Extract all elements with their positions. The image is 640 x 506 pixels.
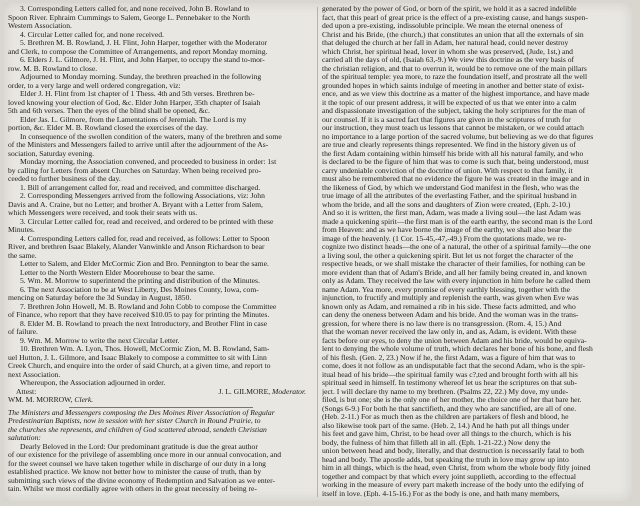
text-line: known only as Adam, and remained a rib in his side. These facts admitted, and who [322,301,576,311]
text-line: facts before our eyes, to deny the union between Adam and his bride, would be equiva- [322,335,587,345]
text-line: our instruction, they must teach us lessons that cannot be mistaken, or we could attach [322,123,584,132]
text-line: of our existence for the privilege of assembling once more in our annual convocation, and [8,450,282,459]
text-line: gression, for where there is no law there is no transgression. (Rom. 4, 15.) And [322,318,562,328]
text-line: the churches she represents, and children of God scattered abroad, sendeth Christian [8,424,267,434]
text-line: row. M. B. Rowland to close. [8,63,98,73]
text-line: ded upon a pre-existing, indissoluble principle. We mean the eternal oneness of [322,21,563,30]
text-line: 8. Elder M. B. Rowland to preach the next Introductory, and Brother Flint in case [20,318,268,328]
column-divider [317,7,318,497]
text-line: and dispassionate investigation of the subject, taking the holy scriptures for the man of [322,106,586,115]
text-line: whom the bride, and all the sons and daughters of Zion were created, (Eph. 2-10.) [322,199,571,209]
text-line: 4. Circular Letter called for, and none received. [20,29,164,39]
text-line: order, to a very large and well ordered congregation, viz: [8,80,181,90]
text-line: body, the fulness of him that filleth all in all. (Eph. 1-21-22.) Now deny the [322,437,551,447]
text-line: loved knowing your election of God, &c. Elder John Harper, 35th chapter of Isaiah [8,97,261,107]
document-page [4,3,632,501]
text-line: salutation: [8,433,41,442]
text-line: the first Adam containing within himself his bride with all his natural family, and who [322,148,584,158]
text-line: it the topic of our present address, it will be expected of us that we enter into a calm [322,97,577,107]
text-line: from Heaven: and as we have borne the image of the earthy, we shall also bear the [322,225,572,234]
circular-letter-body [8,443,314,494]
clerk-title: Clerk. [74,395,94,404]
moderator-name: J. L. GILMORE, [218,386,271,396]
text-line: The Ministers and Messengers composing the Des Moines River Association of Regular [8,407,275,417]
text-line: are true and clearly represents things represented. We find in the history given us of [322,140,576,149]
text-line: In consequence of the swollen condition of the waters, many of the brethren and some [20,131,282,141]
text-line: Western Association. [8,21,72,30]
moderator-title: Moderator. [272,386,306,396]
text-line: of the spiritual temple: yea more, to raze the foundation itself, and prostrate all the well [322,72,588,81]
text-line: 7. Brethren John Howell, M. B. Rowland and John Cobb to compose the Committee [20,301,277,311]
text-line: itself in love. (Eph. 4-15-16.) For as the body is one, and hath many members, [322,488,560,497]
text-line: more evident than that of Adam's Bride, and all her family being created in, and known [322,267,587,277]
text-line: ceeded to further business of the day. [8,174,121,183]
text-line: name Adam. Yea more, every promise of every earthly blessing, together with the [322,284,570,294]
text-line: submitting such views of the divine economy of Redemption and Salvation as we enter- [8,475,276,485]
text-line: which Messengers were received, and took their seats with us. [8,208,198,217]
text-line: no importance to a large portion of the sacred volume, but believing as we do that figures [322,131,594,141]
text-line: cognize two distinct heads—the one of a natural, the other of a spiritual family—the one [322,242,591,251]
text-line: 5. Brethren M. B. Rowland, J. H. Flint, John Harper, together with the Moderator [20,38,268,47]
text-line: 1. Bill of arrangement called for, read and received, and committee discharged. [20,182,261,192]
text-line: the same. [8,250,37,260]
text-line: 6. Elders J. L. Gilmore, J. H. Flint, and John Harper, to occupy the stand to-mor- [20,55,265,64]
text-line: River, and brethren Isaac Blakely, Alander Vanwinkle and Anson Richardson to bear [8,242,265,251]
text-line: by calling for Letters from absent Churches on Saturday. When being received pro- [8,165,262,175]
text-line: 4. Corresponding Letters called for, read and received, as follows: Letter to Spoon [20,233,270,243]
left-column-body [8,5,314,388]
text-line: made a quickening spirit—the first man is of the earth earthy, the second man is the Lord [322,216,593,226]
text-line: Predestinarian Baptists, now in session with her sister Church in Round Prairie, to [8,416,261,425]
text-line: together and compact by that which every joint supplieth, according to the effectual [322,471,576,481]
text-line: filed, is but one; she is the only one of her mother, the choice one of her that bare her. [322,395,582,404]
text-line: that deluged the church at her fall in Adam, her natural head, could never destroy [322,38,569,47]
text-line: true image of all the attributes of the everlasting Father, and the spiritual husband in [322,191,577,200]
text-line: carried all the days of old, (Isaiah 63,-9.) We view this doctrine as the very basis of [322,55,575,64]
text-line: 5. Wm. M. Morrow to superintend the printing and distribution of the Minutes. [20,276,260,285]
text-line: is declared to be the figure of him that was to come is such that, being understood, must [322,157,589,166]
text-line: of his flesh. (Gen. 2, 23.) Now if he, the first Adam, was a figure of him that was to [322,352,576,362]
text-line: of Finance, who report that they have received $10.05 to pay for printing the Minutes. [8,310,270,319]
text-line: Whereupon, the Association adjourned in order. [20,378,166,387]
text-line: also likewise took part of the same. (Heb. 2, 14.) And he hath put all things under [322,420,570,430]
text-line: established practice. We know not better how to minister the cause of truth, than by [8,467,262,476]
text-line: Christ and his Bride, (the church,) that constitutes an union that all the externals of sin [322,29,584,39]
text-line: only as Adam. They received the law with every injunction in him before he called them [322,276,591,285]
text-line: 9. Wm. M. Morrow to write the next Circular Letter. [20,335,180,345]
text-line: image of the heavenly. (1 Cor. 15-45,-47,-49.) From the quotations made, we re- [322,233,567,243]
text-line: Adjourned to Monday morning. Sunday, the brethren preached in the following [20,72,262,81]
text-line: 6. The next Association to be at West Liberty, Des Moines County, Iowa, com- [20,284,259,294]
text-line: carry undeniable conviction of the doctrine of union. With respect to that family, it [322,165,573,175]
text-line: our counsel. If it is a sacred fact that figures are given in the scriptures of truth for [322,114,571,124]
text-line: grounded hopes in which saints indulge of meeting in another and better state of exist- [322,80,585,90]
text-line: portion, &c. Elder M. B. Rowland closed the exercises of the day. [8,123,208,132]
text-line: sociation, Saturday evening. [8,148,95,158]
text-line: Davis and A. Craine, but no Letter; and brother A. Bryant with a Letter from Salem, [8,199,263,209]
text-line: (Heb. 2-11.) For as much then as the children are partakers of flesh and blood, he [322,412,569,421]
text-line: spiritual seed in himself. In testimony whereof let us hear the scriptures on that sub- [322,378,577,387]
text-line: head and body. The apostle adds, but speaking the truth in love may grow up into [322,454,569,464]
text-line: uel Hutton, J. L. Gilmore, and Isaac Blakely to compose a committee to sit with Linn [8,352,267,362]
text-line: respective heads, or we shall mistake the character of their families, for nothing can be [322,259,586,268]
text-line: ject. I will declare thy name to my brethren. (Psalms 22, 22.) My dove, my unde- [322,386,569,396]
text-line: next Association. [8,369,61,379]
clerk-name: WM. M. MORROW, [8,395,73,404]
text-line: must also be remembered that no evidence the figure he was created in the image and in [322,174,590,183]
text-line: working in the measure of every part maketh increase of the body unto the edifying of [322,480,584,489]
text-line: 5th and 6th verses. Then the eyes of the blind shall be opened, &c. [8,106,210,115]
text-line: which Christ, her spiritual head, lover in whom she was preserved, (Jude, 1st,) and [322,46,573,56]
text-line: Spoon River. Ephraim Cummings to Salem, George L. Pennebaker to the North [8,12,250,22]
text-line: for the sweet counsel we have taken together while in discharge of our duty in a long [8,458,266,468]
left-column [8,5,314,497]
text-line: can deny the oneness between Adam and his bride. And the woman was in the trans- [322,310,579,319]
right-column-body [322,5,626,497]
text-line: and Clerk, to compose the Committee of Arrangements, and report Monday morning. [8,46,268,56]
text-line: (Songs 6-9.) For both he that sanctifieth, and they who are sanctified, are all of one. [322,403,577,413]
text-line: the likeness of God, by which we understand God manifest in the flesh, who was the [322,182,580,192]
text-line: 3. Corresponding Letters called for, and none received, John B. Rowland to [20,5,250,13]
text-line: union between head and body, literally, and that destruction is necessarily fatal to both [322,446,584,455]
text-line: Creek Church, and enquire into the order of said Church, at a given time, and report to [8,361,271,370]
circular-letter-heading [8,409,314,443]
text-line: Monday morning, the Association convened, and proceeded to business in order: 1st [20,157,277,166]
text-line: Elder Jas. L. Gilmore, from the Lamentations of Jeremiah. The Lord is my [20,114,247,124]
text-line: lent to denying the whole volume of truth, which declares her bone of his bone, and flesh [322,344,593,353]
text-line: ence, and as we view this doctrine as a matter of the highest importance, and have made [322,89,590,98]
text-line: mencing on Saturday before the 3d Sunday in August, 1850. [8,293,192,302]
text-line: his feet and gave him, Christ, to be head over all things to the church, which is his [322,429,572,438]
text-line: 10. Brethren Wm. A. Lyon, Thos. Howell, McCormic Zion, M. B. Rowland, Sam- [20,344,270,353]
text-line: Minutes. [8,225,35,234]
text-line: fact, that this pearl of great price is the effect of a pre-existing cause, and hangs suspen- [322,12,588,22]
attest-label: Attest: [16,386,37,396]
text-line: a living soul, the other a quickening spirit. But let us not forget the character of the [322,250,574,260]
text-line: injunction, to fructify and multiply and replenish the earth, was given when Eve was [322,293,579,302]
text-line: that the woman never received the law only in, and as, Adam, is evident. With these [322,327,577,336]
text-line: him in all things, which is the head, even Christ, from whom the whole body fitly joined [322,463,591,472]
signature-row-clerk [8,396,314,405]
text-line: And so it is written, the first man, Adam, was made a living soul—the last Adam was [322,208,581,217]
text-line: of failure. [8,327,38,336]
text-line: 2. Corresponding Messengers arrived from the following Associations, viz: John [20,191,265,200]
text-line: the christian religion, and that to overrun it, would be to remove one of the main pillars [322,63,587,73]
text-line: generated by the power of God, or born of the spirit, we hold it as a sacred indelible [322,5,577,13]
text-line: Dearly Beloved in the Lord: Our predominant gratitude is due the great author [20,441,258,451]
text-line: 3. Circular Letter called for, read and received, and ordered to be printed with these [20,216,274,226]
right-column [322,5,626,497]
text-line: itual head of his bride—the spiritual family was c?,ted and brought forth with all his [322,369,578,379]
text-line: tain. Whilst we most cordially agree with others in the great necessity of being re- [8,484,257,493]
text-line: Elder J. H. Flint from 1st chapter of 1 Thess. 4th and 5th verses. Brethren be- [20,89,255,98]
text-line: come, does it not follow as an undisputable fact that the second Adam, who is the spir- [322,361,586,370]
text-line: of the Ministers and Messengers failed to arrive until after the adjournment of the As- [8,140,269,149]
text-line: Letter to Salem, and Elder McCormic Zion and Bro. Pennington to bear the same. [20,259,269,268]
text-line: Letter to the North Western Elder Moorehouse to bear the same. [20,267,215,277]
